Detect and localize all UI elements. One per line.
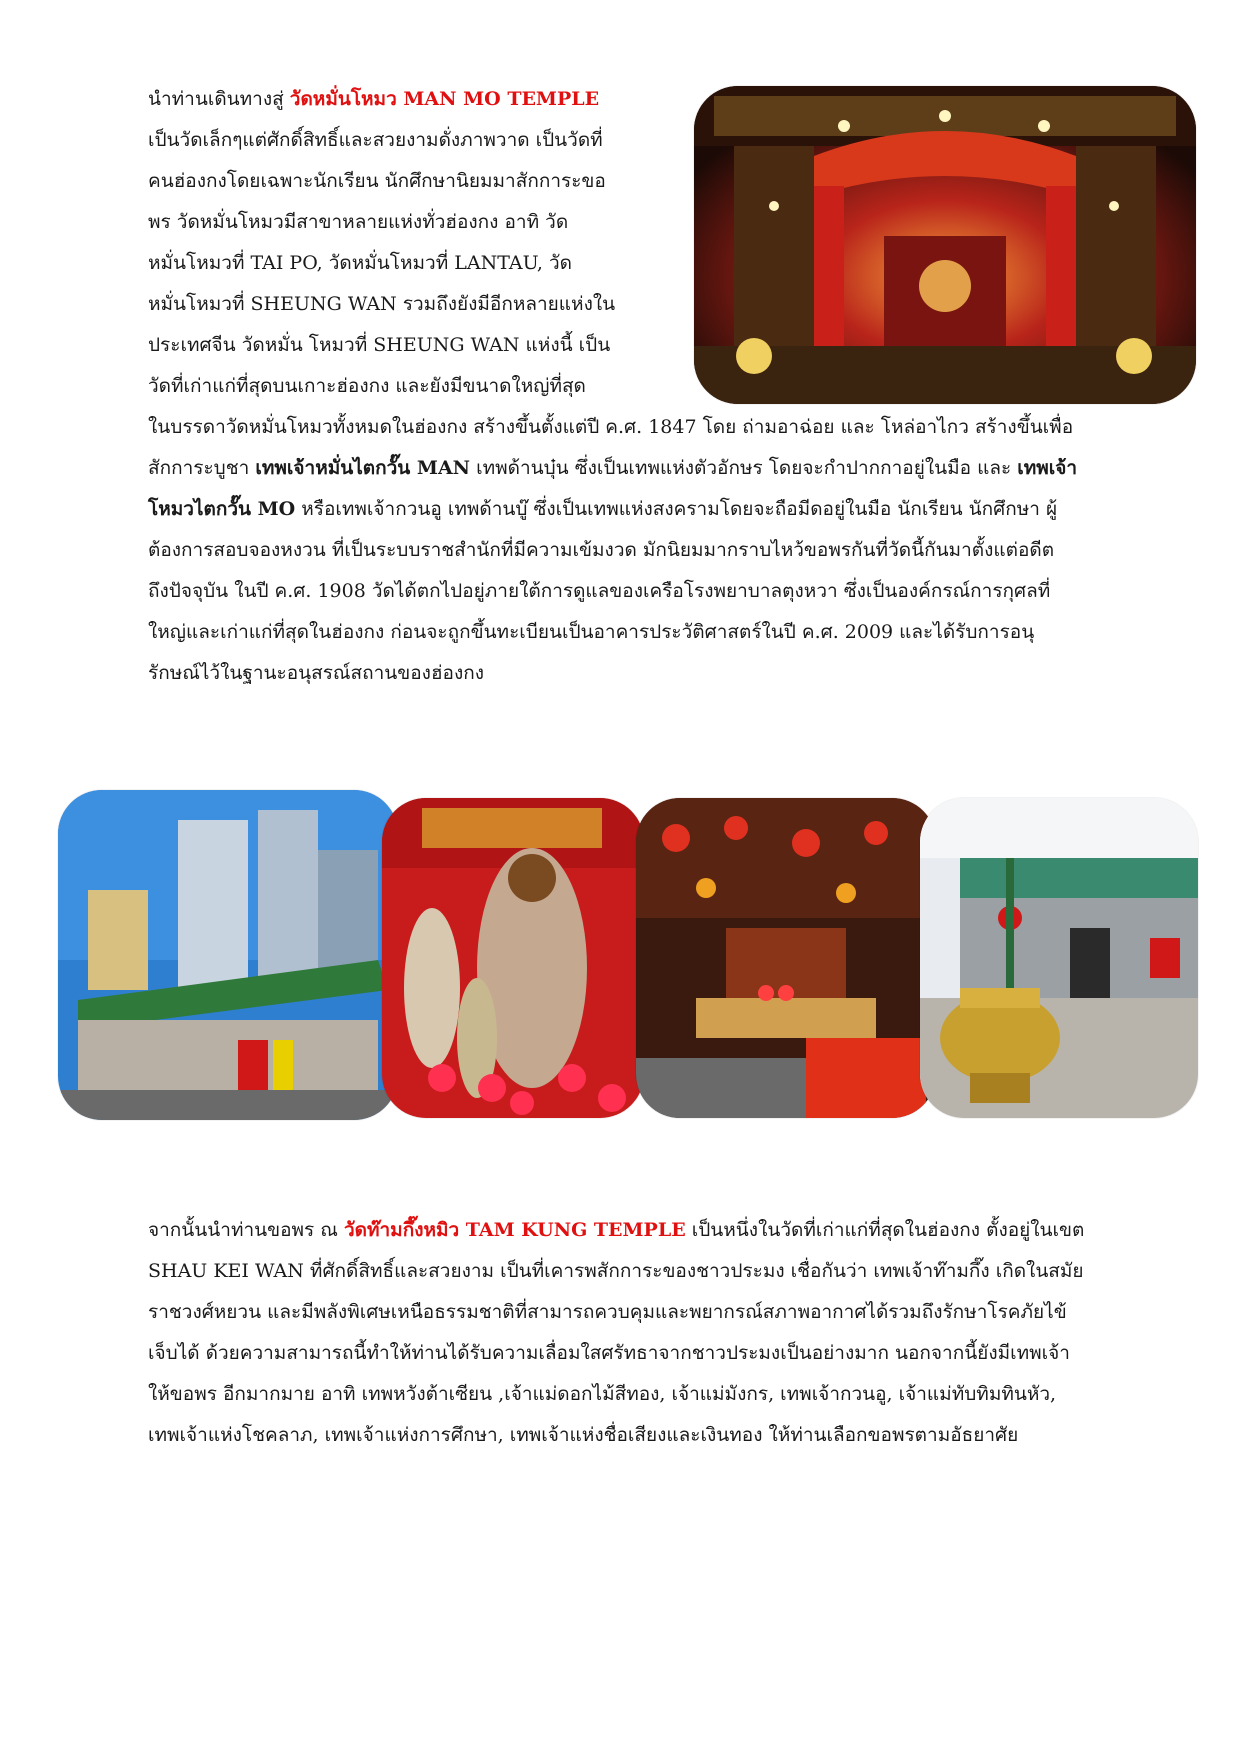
intro-line: เป็นวัดเล็กๆแต่ศักดิ์สิทธิ์และสวยงามดั่งภาพวาด เป็นวัดที่ bbox=[148, 129, 603, 151]
body-line: รักษณ์ไว้ในฐานะอนุสรณ์สถานของฮ่องกง bbox=[148, 662, 485, 684]
man-mo-body-paragraph bbox=[148, 407, 1148, 694]
temple-exterior-photo bbox=[58, 790, 398, 1120]
body-line: เจ็บได้ ด้วยความสามารถนี้ทำให้ท่านได้รับความเลื่อมใสศรัทธาจากชาวประมงเป็นอย่างมาก นอกจากนี้ยังมีเทพเจ้า bbox=[148, 1342, 1070, 1364]
tam-kung-temple-title: วัดท๊ามกึ๊งหมิว TAM KUNG TEMPLE bbox=[343, 1219, 686, 1241]
body-line: โหมวไตกวั๊น MO หรือเทพเจ้ากวนอู เทพด้านบู๊ ซึ่งเป็นเทพแห่งสงครามโดยจะถือมีดอยู่ในมือ นักเรียน นักศึกษา ผู้ bbox=[148, 498, 1058, 520]
body-line: ให้ขอพร อีกมากมาย อาทิ เทพหวังต้าเซียน ,เจ้าแม่ดอกไม้สีทอง, เจ้าแม่มังกร, เทพเจ้ากวนอู, เจ้าแม่ทับทิมทินหัว, bbox=[148, 1383, 1057, 1405]
intro-line: ประเทศจีน วัดหมั่น โหมวที่ SHEUNG WAN แห่งนี้ เป็น bbox=[148, 334, 611, 356]
intro-line: นำท่านเดินทางสู่ วัดหมั่นโหมว MAN MO TEMPLE bbox=[148, 88, 600, 110]
intro-line: พร วัดหมั่นโหมวมีสาขาหลายแห่งทั่วฮ่องกง อาทิ วัด bbox=[148, 211, 569, 233]
body-line: ใหญ่และเก่าแก่ที่สุดในฮ่องกง ก่อนจะถูกขึ้นทะเบียนเป็นอาคารประวัติศาสตร์ในปี ค.ศ. 2009 และได้รับการอนุ bbox=[148, 621, 1035, 643]
body-line: จากนั้นนำท่านขอพร ณ วัดท๊ามกึ๊งหมิว TAM KUNG TEMPLE เป็นหนึ่งในวัดที่เก่าแก่ที่สุดในฮ่องกง ตั้งอยู่ในเขต bbox=[148, 1219, 1085, 1241]
intro-line: วัดที่เก่าแก่ที่สุดบนเกาะฮ่องกง และยังมีขนาดใหญ่ที่สุด bbox=[148, 375, 586, 397]
body-line: SHAU KEI WAN ที่ศักดิ์สิทธิ์และสวยงาม เป็นที่เคารพสักการะของชาวประมง เชื่อกันว่า เทพเจ้าท๊ามกึ๊ง เกิดในสมัย bbox=[148, 1260, 1084, 1282]
body-line: ราชวงศ์หยวน และมีพลังพิเศษเหนือธรรมชาติที่สามารถควบคุมและพยากรณ์สภาพอากาศได้รวมถึงรักษาโรคภัยไข้ bbox=[148, 1301, 1067, 1323]
man-mo-temple-title: วัดหมั่นโหมว MAN MO TEMPLE bbox=[289, 88, 600, 110]
mo-deity-name-start: เทพเจ้า bbox=[1017, 457, 1078, 479]
temple-hall-lanterns-photo bbox=[636, 798, 936, 1118]
intro-line: หมั่นโหมวที่ SHEUNG WAN รวมถึงยังมีอีกหลายแห่งใน bbox=[148, 293, 616, 315]
mo-deity-name: โหมวไตกวั๊น MO bbox=[148, 498, 296, 520]
body-line: ถึงปัจจุบัน ในปี ค.ศ. 1908 วัดได้ตกไปอยู่ภายใต้การดูแลของเครือโรงพยาบาลตุงหวา ซึ่งเป็นองค์กรณ์การกุศลที่ bbox=[148, 580, 1051, 602]
intro-line: หมั่นโหมวที่ TAI PO, วัดหมั่นโหมวที่ LANTAU, วัด bbox=[148, 252, 572, 274]
body-line: ต้องการสอบจองหงวน ที่เป็นระบบราชสำนักที่มีความเข้มงวด มักนิยมมากราบไหว้ขอพรกันที่วัดนี้กันมาตั้งแต่อดีต bbox=[148, 539, 1055, 561]
guanyin-statue-photo bbox=[382, 798, 644, 1118]
tam-kung-paragraph bbox=[148, 1210, 1148, 1456]
body-line: สักการะบูชา เทพเจ้าหมั่นไตกวั๊น MAN เทพด้านบุ๋น ซึ่งเป็นเทพแห่งตัวอักษร โดยจะกำปากกาอยู่ในมือ และ เทพเจ้า bbox=[148, 457, 1078, 479]
body-line: เทพเจ้าแห่งโชคลาภ, เทพเจ้าแห่งการศึกษา, เทพเจ้าแห่งชื่อเสียงและเงินทอง ให้ท่านเลือกขอพรตามอัธยาศัย bbox=[148, 1424, 1019, 1446]
incense-burner-courtyard-photo bbox=[920, 798, 1198, 1118]
intro-paragraph bbox=[148, 79, 688, 407]
body-line: ในบรรดาวัดหมั่นโหมวทั้งหมดในฮ่องกง สร้างขึ้นตั้งแต่ปี ค.ศ. 1847 โดย ถ่ามอาฉ่อย และ โหล่อาไกว สร้างขึ้นเพื่อ bbox=[148, 416, 1074, 438]
man-deity-name: เทพเจ้าหมั่นไตกวั๊น MAN bbox=[255, 457, 471, 479]
intro-line: คนฮ่องกงโดยเฉพาะนักเรียน นักศึกษานิยมมาสักการะขอ bbox=[148, 170, 606, 192]
man-mo-altar-photo bbox=[694, 86, 1196, 404]
